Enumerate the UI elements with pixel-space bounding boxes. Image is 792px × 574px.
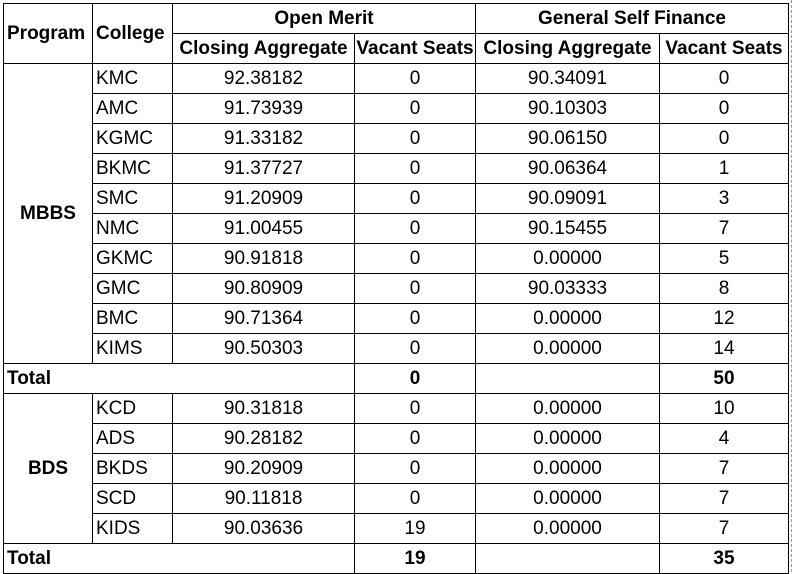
total-label: Total — [4, 364, 355, 394]
table-row — [4, 394, 789, 424]
total-gsf-aggregate-blank — [476, 364, 660, 394]
total-row — [4, 544, 789, 574]
college-cell: BKMC — [93, 154, 173, 184]
om-closing-aggregate-cell: 90.71364 — [173, 304, 355, 334]
om-vacant-seats-cell: 0 — [355, 304, 476, 334]
program-cell: MBBS — [4, 64, 93, 364]
gsf-vacant-seats-cell: 0 — [660, 64, 789, 94]
om-vacant-seats-cell: 0 — [355, 334, 476, 364]
college-cell: KIMS — [93, 334, 173, 364]
college-cell: BMC — [93, 304, 173, 334]
gsf-vacant-seats-cell: 7 — [660, 484, 789, 514]
table-row — [4, 334, 789, 364]
gsf-vacant-seats-cell: 0 — [660, 94, 789, 124]
table-row — [4, 274, 789, 304]
table-row — [4, 124, 789, 154]
gsf-closing-aggregate-cell: 0.00000 — [476, 304, 660, 334]
table-row — [4, 454, 789, 484]
gsf-closing-aggregate-cell: 0.00000 — [476, 334, 660, 364]
om-vacant-seats-cell: 19 — [355, 514, 476, 544]
gsf-closing-aggregate-cell: 0.00000 — [476, 514, 660, 544]
total-gsf-aggregate-blank — [476, 544, 660, 574]
table-body — [4, 4, 789, 574]
college-header: College — [93, 4, 173, 64]
gsf-closing-aggregate-cell: 90.09091 — [476, 184, 660, 214]
om-vacant-seats-cell: 0 — [355, 154, 476, 184]
college-cell: GKMC — [93, 244, 173, 274]
total-om-vacant-seats: 0 — [355, 364, 476, 394]
table-row — [4, 424, 789, 454]
om-vacant-seats-cell: 0 — [355, 274, 476, 304]
gsf-vacant-seats-cell: 0 — [660, 124, 789, 154]
om-closing-aggregate-cell: 90.20909 — [173, 454, 355, 484]
total-gsf-vacant-seats: 50 — [660, 364, 789, 394]
om-closing-aggregate-cell: 91.37727 — [173, 154, 355, 184]
om-vacant-seats-cell: 0 — [355, 64, 476, 94]
total-row — [4, 364, 789, 394]
om-closing-aggregate-cell: 90.11818 — [173, 484, 355, 514]
total-gsf-vacant-seats: 35 — [660, 544, 789, 574]
gsf-closing-aggregate-cell: 0.00000 — [476, 484, 660, 514]
gsf-closing-aggregate-cell: 0.00000 — [476, 424, 660, 454]
om-closing-aggregate-cell: 90.91818 — [173, 244, 355, 274]
om-vacant-seats-cell: 0 — [355, 94, 476, 124]
table-row — [4, 94, 789, 124]
gsf-vacant-seats-cell: 8 — [660, 274, 789, 304]
gsf-vacant-seats-cell: 10 — [660, 394, 789, 424]
merit-table — [3, 3, 789, 574]
table-row — [4, 304, 789, 334]
college-cell: SCD — [93, 484, 173, 514]
om-vacant-seats-cell: 0 — [355, 214, 476, 244]
gsf-closing-aggregate-cell: 0.00000 — [476, 454, 660, 484]
total-label: Total — [4, 544, 355, 574]
om-closing-aggregate-cell: 90.28182 — [173, 424, 355, 454]
om-closing-aggregate-cell: 91.73939 — [173, 94, 355, 124]
gsf-vacant-seats-cell: 3 — [660, 184, 789, 214]
om-vacant-seats-cell: 0 — [355, 124, 476, 154]
om-closing-aggregate-cell: 91.00455 — [173, 214, 355, 244]
om-closing-aggregate-cell: 91.33182 — [173, 124, 355, 154]
college-cell: SMC — [93, 184, 173, 214]
om-vacant-seats-cell: 0 — [355, 454, 476, 484]
table-row — [4, 214, 789, 244]
gsf-vacant-seats-cell: 7 — [660, 214, 789, 244]
gsf-closing-aggregate-cell: 0.00000 — [476, 394, 660, 424]
table-row — [4, 244, 789, 274]
gsf-vacant-seats-cell: 5 — [660, 244, 789, 274]
table-row — [4, 514, 789, 544]
college-cell: KGMC — [93, 124, 173, 154]
gsf-vacant-seats-cell: 7 — [660, 514, 789, 544]
gsf-vacant-seats-cell: 4 — [660, 424, 789, 454]
gsf-closing-aggregate-cell: 90.06150 — [476, 124, 660, 154]
om-closing-aggregate-cell: 90.31818 — [173, 394, 355, 424]
om-closing-aggregate-cell: 91.20909 — [173, 184, 355, 214]
program-cell: BDS — [4, 394, 93, 544]
gsf-vacant-seats-cell: 7 — [660, 454, 789, 484]
table-row — [4, 154, 789, 184]
om-closing-aggregate-cell: 90.50303 — [173, 334, 355, 364]
om-vacant-seats-cell: 0 — [355, 484, 476, 514]
college-cell: ADS — [93, 424, 173, 454]
gsf-vacant-seats-cell: 12 — [660, 304, 789, 334]
gsf-closing-aggregate-cell: 90.06364 — [476, 154, 660, 184]
gsf-closing-aggregate-cell: 0.00000 — [476, 244, 660, 274]
om-vacant-seats-cell: 0 — [355, 394, 476, 424]
college-cell: KIDS — [93, 514, 173, 544]
open-merit-header: Open Merit — [173, 4, 476, 34]
table-row — [4, 184, 789, 214]
header-row-1 — [4, 4, 789, 34]
om-vacant-seats-cell: 0 — [355, 244, 476, 274]
om-vacant-seats-cell: 0 — [355, 424, 476, 454]
gsf-closing-aggregate-cell: 90.03333 — [476, 274, 660, 304]
om-closing-aggregate-header: Closing Aggregate — [173, 34, 355, 64]
total-om-vacant-seats: 19 — [355, 544, 476, 574]
college-cell: NMC — [93, 214, 173, 244]
college-cell: GMC — [93, 274, 173, 304]
gsf-vacant-seats-cell: 1 — [660, 154, 789, 184]
college-cell: AMC — [93, 94, 173, 124]
gsf-vacant-seats-cell: 14 — [660, 334, 789, 364]
gsf-closing-aggregate-cell: 90.15455 — [476, 214, 660, 244]
om-closing-aggregate-cell: 92.38182 — [173, 64, 355, 94]
gsf-closing-aggregate-cell: 90.10303 — [476, 94, 660, 124]
gsf-closing-aggregate-cell: 90.34091 — [476, 64, 660, 94]
table-row — [4, 484, 789, 514]
college-cell: BKDS — [93, 454, 173, 484]
table-row — [4, 64, 789, 94]
om-vacant-seats-cell: 0 — [355, 184, 476, 214]
gsf-closing-aggregate-header: Closing Aggregate — [476, 34, 660, 64]
college-cell: KMC — [93, 64, 173, 94]
college-cell: KCD — [93, 394, 173, 424]
om-closing-aggregate-cell: 90.03636 — [173, 514, 355, 544]
general-self-finance-header: General Self Finance — [476, 4, 789, 34]
program-header: Program — [4, 4, 93, 64]
om-closing-aggregate-cell: 90.80909 — [173, 274, 355, 304]
gsf-vacant-seats-header: Vacant Seats — [660, 34, 789, 64]
om-vacant-seats-header: Vacant Seats — [355, 34, 476, 64]
